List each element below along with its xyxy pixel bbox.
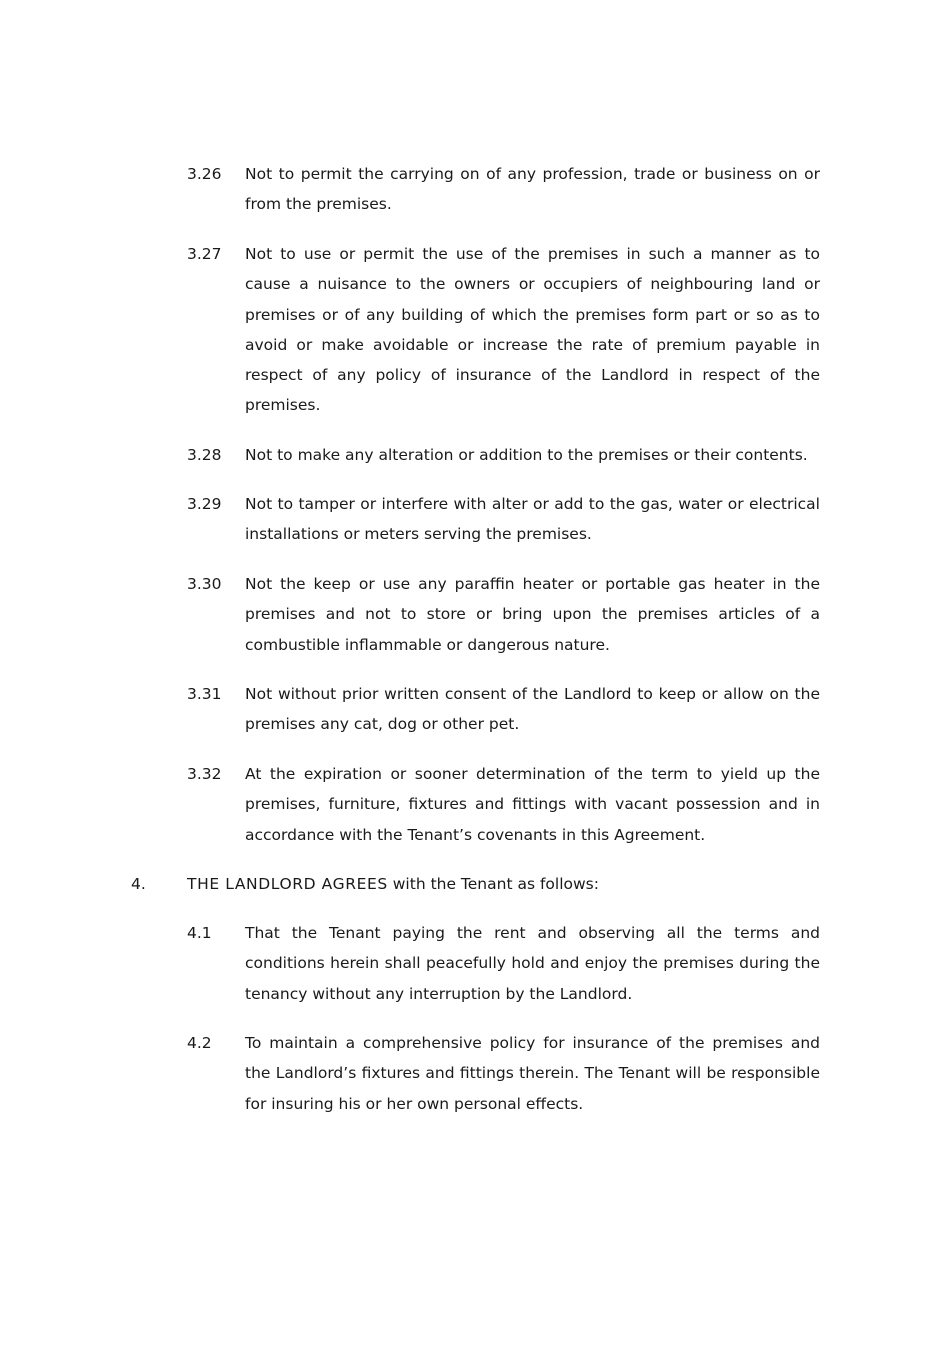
clause-3-32 (187, 759, 820, 850)
clause-number: 3.27 (187, 245, 222, 263)
section-4-heading (131, 869, 820, 899)
clause-text: To maintain a comprehensive policy for insurance of the premises and the Landlord’s fixtures and fittings therein. The Tenant will be responsible for insuring his or her own personal effects. (245, 1034, 820, 1113)
clause-number: 3.30 (187, 575, 222, 593)
clause-text: Not to make any alteration or addition to the premises or their contents. (245, 446, 808, 464)
section-heading-caps: THE LANDLORD AGREES (187, 875, 388, 893)
clause-3-26 (187, 159, 820, 220)
clause-4-2 (187, 1028, 820, 1119)
clause-text: Not without prior written consent of the Landlord to keep or allow on the premises any cat, dog or other pet. (245, 685, 820, 734)
clause-text: Not to use or permit the use of the premises in such a manner as to cause a nuisance to the owners or occupiers of neighbouring land or premises or of any building of which the premises form part or so as to avoid or make avoidable or increase the rate of premium payable in respect of any policy of insurance of the Landlord in respect of the premises. (245, 245, 820, 415)
clause-text: At the expiration or sooner determination of the term to yield up the premises, furniture, fixtures and fittings with vacant possession and in accordance with the Tenant’s covenants in this Agreement. (245, 765, 820, 844)
clause-3-29 (187, 489, 820, 550)
clause-number: 4.1 (187, 924, 212, 942)
clause-text: Not to permit the carrying on of any profession, trade or business on or from the premises. (245, 165, 820, 214)
clause-4-1 (187, 918, 820, 1009)
section-heading (187, 869, 820, 899)
clause-text: Not to tamper or interfere with alter or add to the gas, water or electrical installations or meters serving the premises. (245, 495, 820, 544)
clause-text: That the Tenant paying the rent and observing all the terms and conditions herein shall peacefully hold and enjoy the premises during the tenancy without any interruption by the Landlord. (245, 924, 820, 1003)
clause-number: 3.28 (187, 446, 222, 464)
section-heading-rest: with the Tenant as follows: (387, 875, 599, 893)
section-number: 4. (131, 875, 146, 893)
clause-number: 4.2 (187, 1034, 212, 1052)
clause-text: Not the keep or use any paraffin heater or portable gas heater in the premises and not to store or bring upon the premises articles of a combustible inflammable or dangerous nature. (245, 575, 820, 654)
clause-number: 3.31 (187, 685, 222, 703)
clause-3-31 (187, 679, 820, 740)
clause-3-28 (187, 440, 820, 470)
clause-3-30 (187, 569, 820, 660)
clause-number: 3.26 (187, 165, 222, 183)
clause-3-27 (187, 239, 820, 421)
clause-number: 3.32 (187, 765, 222, 783)
clause-number: 3.29 (187, 495, 222, 513)
